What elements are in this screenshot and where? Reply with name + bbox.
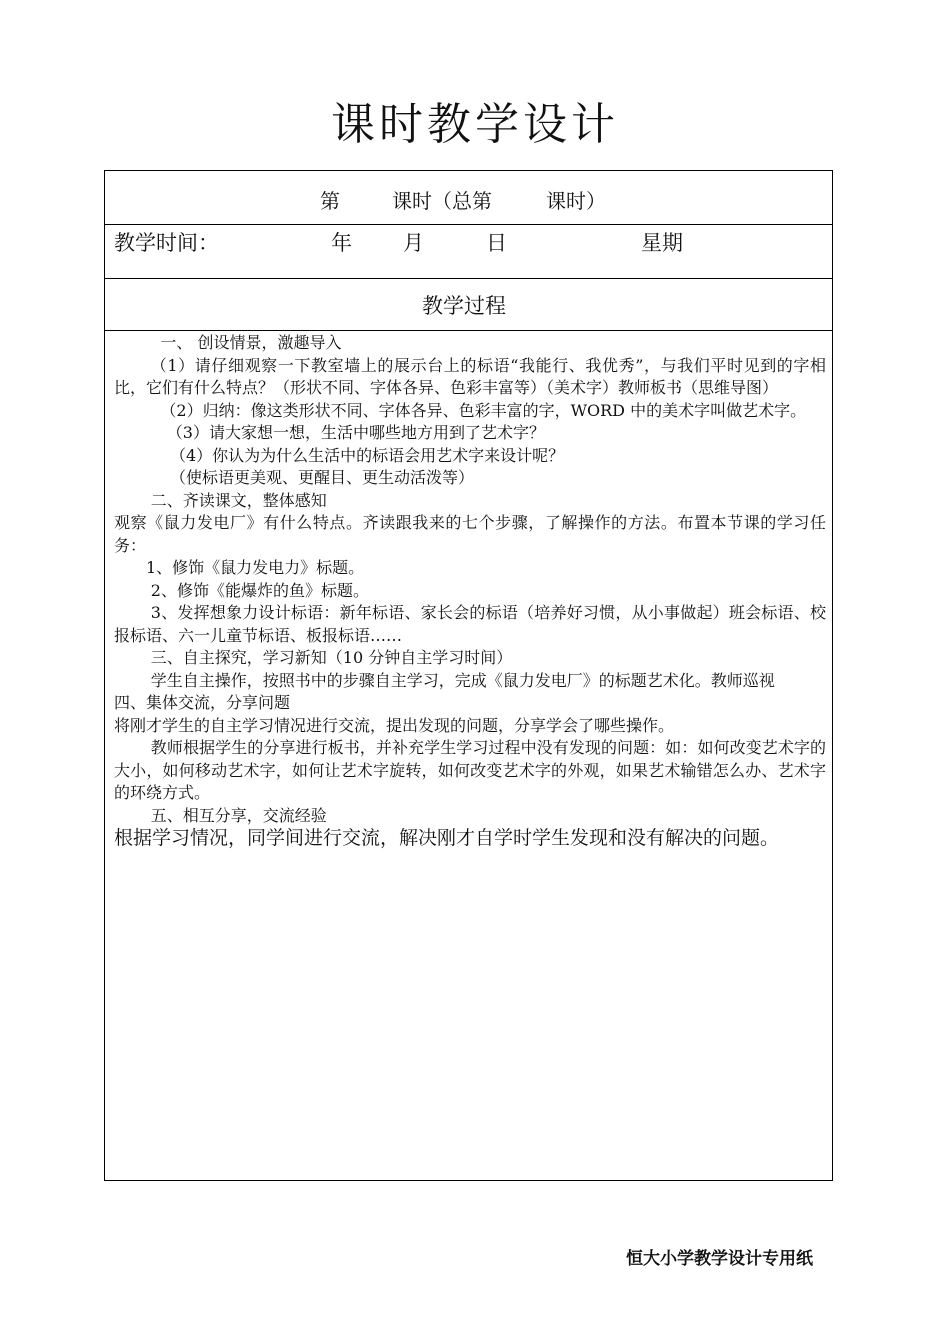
page-title: 课时教学设计 <box>331 99 619 150</box>
paragraph: 将刚才学生的自主学习情况进行交流，提出发现的问题，分享学会了哪些操作。 <box>114 715 675 735</box>
lesson-mid: 课时（总第 <box>392 189 492 213</box>
section-heading-3: 三、自主探究，学习新知（10 分钟自主学习时间） <box>150 648 513 667</box>
section-heading-4: 四、集体交流，分享问题 <box>114 693 291 712</box>
paragraph: （4）你认为为什么生活中的标语会用艺术字来设计呢？ <box>170 445 565 465</box>
teaching-time-label: 教学时间： <box>114 231 219 255</box>
task-item: 2、修饰《能爆炸的鱼》标题。 <box>150 580 369 600</box>
paragraph: 教师根据学生的分享进行板书，并补充学生学习过程中没有发现的问题：如：如何改变艺术字的大小，如何移动艺术字，如何让艺术字旋转，如何改变艺术字的外观，如果艺术输错怎么办、艺术字的环绕方式。 <box>114 738 826 802</box>
lesson-content <box>114 332 826 850</box>
year-label: 年 <box>331 231 352 255</box>
lesson-number-row <box>105 171 832 225</box>
footer-label: 恒大小学教学设计专用纸 <box>626 1249 813 1269</box>
lesson-prefix: 第 <box>320 189 340 213</box>
month-label: 月 <box>403 231 424 255</box>
process-heading: 教学过程 <box>422 294 506 318</box>
lesson-table <box>104 170 833 1181</box>
lesson-suffix: 课时） <box>546 189 606 213</box>
paragraph: （3）请大家想一想，生活中哪些地方用到了艺术字？ <box>166 423 545 442</box>
paragraph: （使标语更美观、更醒目、更生动活泼等） <box>170 468 475 487</box>
paragraph: 观察《鼠力发电厂》有什么特点。齐读跟我来的七个步骤，了解操作的方法。布置本节课的学习任务： <box>114 513 826 555</box>
teaching-time-row <box>105 224 832 279</box>
section-heading-5: 五、相互分享，交流经验 <box>150 805 327 825</box>
paragraph: 学生自主操作，按照书中的步骤自主学习，完成《鼠力发电厂》的标题艺术化。教师巡视 <box>150 670 775 690</box>
task-item: 1、修饰《鼠力发电力》标题。 <box>146 558 365 577</box>
section-heading-1: 一、 创设情景，激趣导入 <box>160 333 342 352</box>
weekday-label: 星期 <box>641 231 683 255</box>
paragraph: （1）请仔细观察一下教室墙上的展示台上的标语“我能行、我优秀”，与我们平时见到的字相比，它们有什么特点？（形状不同、字体各异、色彩丰富等）（美术字）教师板书（思维导图） <box>114 355 826 397</box>
section-heading-2: 二、齐读课文，整体感知 <box>150 490 327 510</box>
day-label: 日 <box>486 231 507 255</box>
process-heading-row <box>105 278 832 331</box>
task-item: 3、发挥想象力设计标语：新年标语、家长会的标语（培养好习惯，从小事做起）班会标语、校报标语、六一儿童节标语、板报标语…… <box>114 603 826 645</box>
paragraph: 根据学习情况，同学间进行交流，解决刚才自学时学生发现和没有解决的问题。 <box>114 827 780 849</box>
paragraph: （2）归纳：像这类形状不同、字体各异、色彩丰富的字，WORD 中的美术字叫做艺术字。 <box>160 400 807 420</box>
